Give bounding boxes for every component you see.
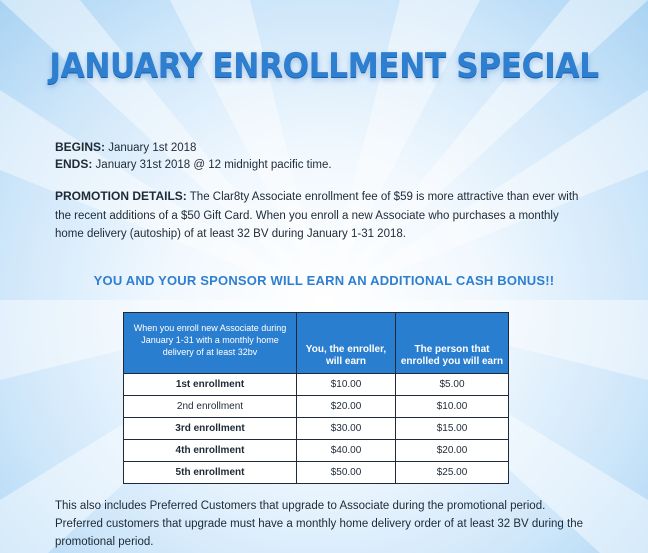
sponsor-amount: $5.00 — [396, 374, 509, 396]
details-label: PROMOTION DETAILS: — [55, 189, 187, 203]
details-text: The Clar8ty Associate enrollment fee of $59 is more attractive than ever with the recent additions of a $50 Gift Card. When you enroll a new Associate who purchases a monthly home delivery (autoship) of at least 32 BV during January 1-31 2018. — [55, 191, 579, 240]
enroller-amount: $20.00 — [297, 396, 396, 418]
table-header-row — [124, 313, 509, 374]
header-enroller-earns: You, the enroller, will earn — [297, 313, 396, 374]
promo-dates — [55, 139, 332, 173]
ends-value: January 31st 2018 @ 12 midnight pacific time. — [95, 159, 332, 171]
enroller-amount: $10.00 — [297, 374, 396, 396]
table-row — [124, 462, 509, 484]
enroller-amount: $30.00 — [297, 418, 396, 440]
table-row — [124, 396, 509, 418]
ends-label: ENDS: — [55, 157, 93, 171]
header-enrollment-condition: When you enroll new Associate during January 1-31 with a monthly home delivery of at least 32bv — [124, 313, 297, 374]
enroller-amount: $50.00 — [297, 462, 396, 484]
page-title: JANUARY ENROLLMENT SPECIAL — [49, 46, 599, 86]
sponsor-amount: $15.00 — [396, 418, 509, 440]
row-label: 4th enrollment — [124, 440, 297, 462]
begins-label: BEGINS: — [55, 140, 106, 154]
bonus-heading: YOU AND YOUR SPONSOR WILL EARN AN ADDITIONAL CASH BONUS!! — [93, 273, 555, 288]
row-label: 2nd enrollment — [124, 396, 297, 418]
table-row — [124, 440, 509, 462]
table-row — [124, 418, 509, 440]
begins-line — [55, 139, 332, 156]
table-row — [124, 374, 509, 396]
promotion-details — [55, 187, 585, 244]
header-sponsor-earns: The person that enrolled you will earn — [396, 313, 509, 374]
sponsor-amount: $20.00 — [396, 440, 509, 462]
row-label: 3rd enrollment — [124, 418, 297, 440]
ends-line — [55, 156, 332, 173]
row-label: 5th enrollment — [124, 462, 297, 484]
begins-value: January 1st 2018 — [108, 142, 197, 154]
sponsor-amount: $10.00 — [396, 396, 509, 418]
enroller-amount: $40.00 — [297, 440, 396, 462]
row-label: 1st enrollment — [124, 374, 297, 396]
bonus-table — [123, 312, 509, 484]
sponsor-amount: $25.00 — [396, 462, 509, 484]
footer-note: This also includes Preferred Customers that upgrade to Associate during the promotional period. Preferred customers that upgrade must have a monthly home delivery order of at least 32 BV during the promotional period. — [55, 500, 584, 548]
